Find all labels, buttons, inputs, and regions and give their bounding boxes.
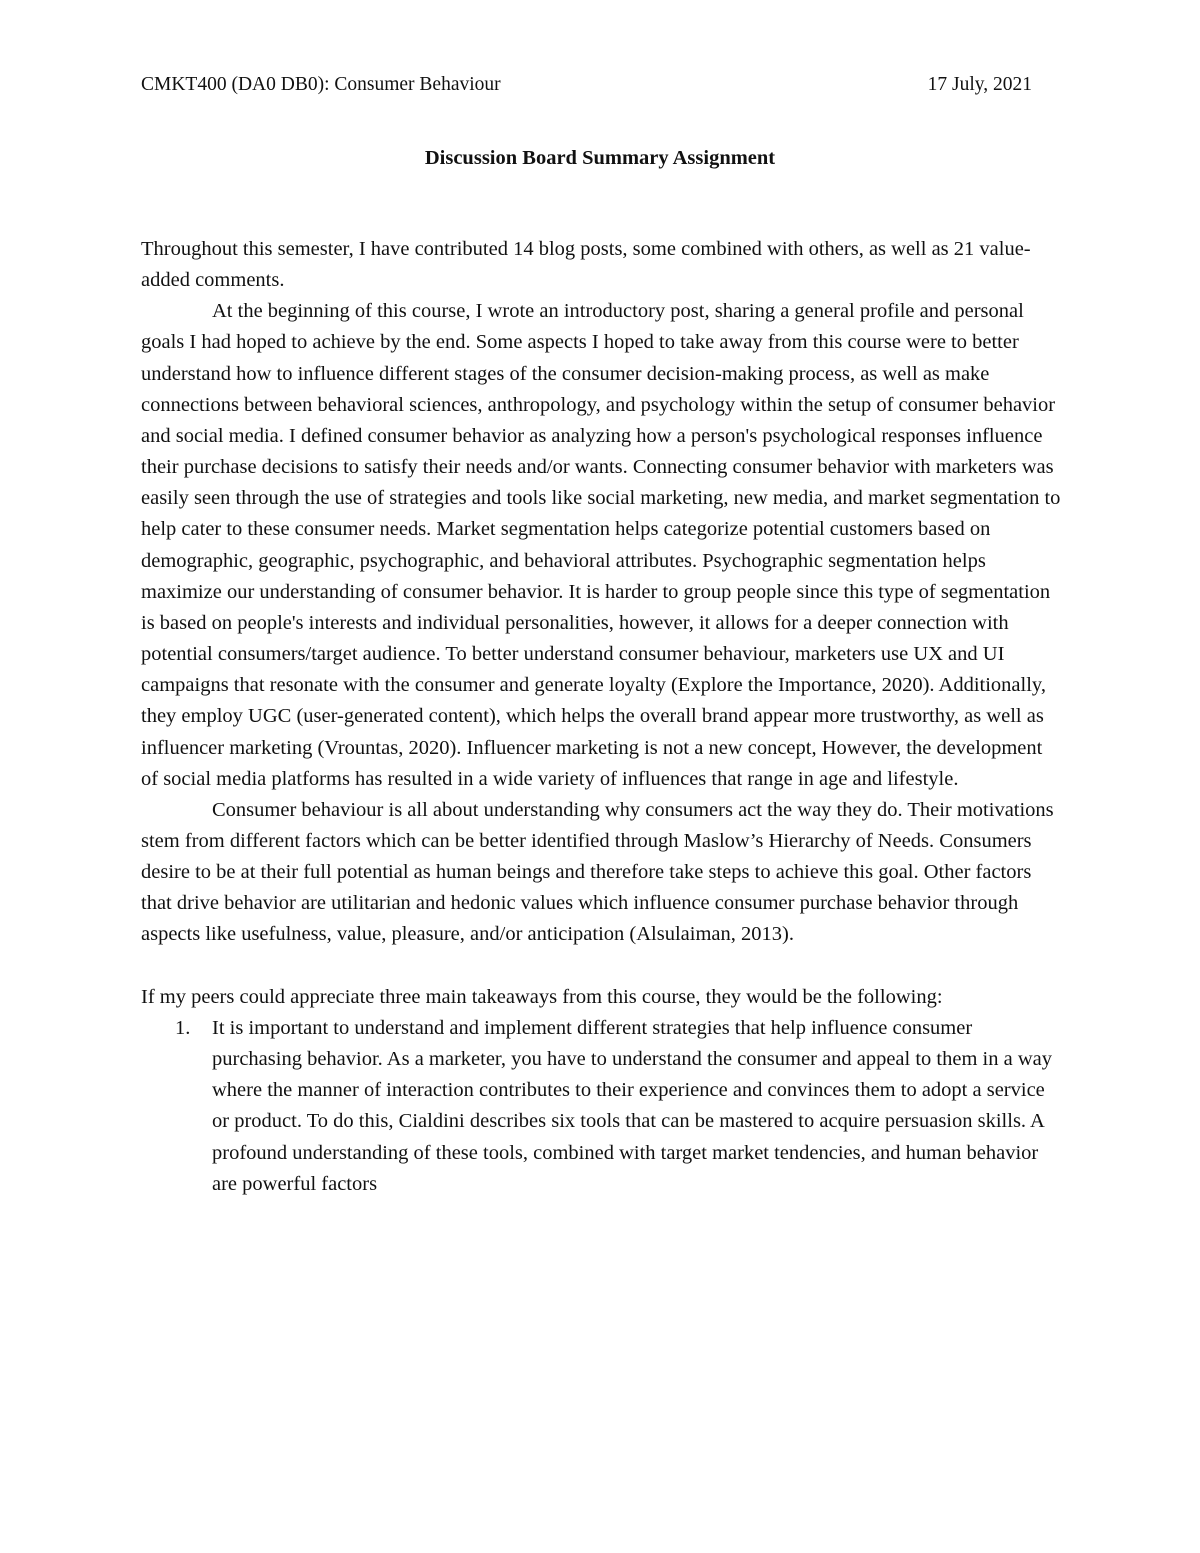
document-body (141, 234, 1061, 1200)
page-header (141, 72, 1032, 98)
takeaways-intro-paragraph: If my peers could appreciate three main takeaways from this course, they would be the following: (141, 985, 943, 1008)
course-code-header: CMKT400 (DA0 DB0): Consumer Behaviour (141, 74, 501, 95)
list-item (141, 1013, 1061, 1200)
paragraph-spacer (141, 951, 1061, 982)
document-title: Discussion Board Summary Assignment (424, 147, 776, 169)
intro-paragraph: Throughout this semester, I have contributed 14 blog posts, some combined with others, as well as 21 value-added comments. (141, 238, 1031, 292)
list-item-text: It is important to understand and implement different strategies that help influence consumer purchasing behavior. As a marketer, you have to understand the consumer and appeal to them in a way where the manner of interaction contributes to their experience and convinces them to adopt a service or product. To do this, Cialdini describes six tools that can be mastered to acquire persuasion skills. A profound understanding of these tools, combined with target market tendencies, and human behavior are powerful factors (212, 1016, 1052, 1195)
list-item-number: 1. (175, 1016, 191, 1039)
body-paragraph-2: Consumer behaviour is all about understanding why consumers act the way they do. Their motivations stem from different factors which can be better identified through Maslow’s Hierarchy of Needs. Consumers desire to be at their full potential as human beings and therefore take steps to achieve this goal. Other factors that drive behavior are utilitarian and hedonic values which influence consumer purchase behavior through aspects like usefulness, value, pleasure, and/or anticipation (Alsulaiman, 2013). (141, 798, 1054, 946)
date-header: 17 July, 2021 (927, 74, 1032, 95)
takeaways-list (141, 1013, 1061, 1200)
body-paragraph-1: At the beginning of this course, I wrote an introductory post, sharing a general profile and personal goals I had hoped to achieve by the end. Some aspects I hoped to take away from this course were to better understand how to influence different stages of the consumer decision-making process, as well as make connections between behavioral sciences, anthropology, and psychology within the setup of consumer behavior and social media. I defined consumer behavior as analyzing how a person's psychological responses influence their purchase decisions to satisfy their needs and/or wants. Connecting consumer behavior with marketers was easily seen through the use of strategies and tools like social marketing, new media, and market segmentation to help cater to these consumer needs. Market segmentation helps categorize potential customers based on demographic, geographic, psychographic, and behavioral attributes. Psychographic segmentation helps maximize our understanding of consumer behavior. It is harder to group people since this type of segmentation is based on people's interests and individual personalities, however, it allows for a deeper connection with potential consumers/target audience. To better understand consumer behaviour, marketers use UX and UI campaigns that resonate with the consumer and generate loyalty (Explore the Importance, 2020). Additionally, they employ UGC (user-generated content), which helps the overall brand appear more trustworthy, as well as influencer marketing (Vrountas, 2020). Influencer marketing is not a new concept, However, the development of social media platforms has resulted in a wide variety of influences that range in age and lifestyle. (141, 300, 1061, 790)
